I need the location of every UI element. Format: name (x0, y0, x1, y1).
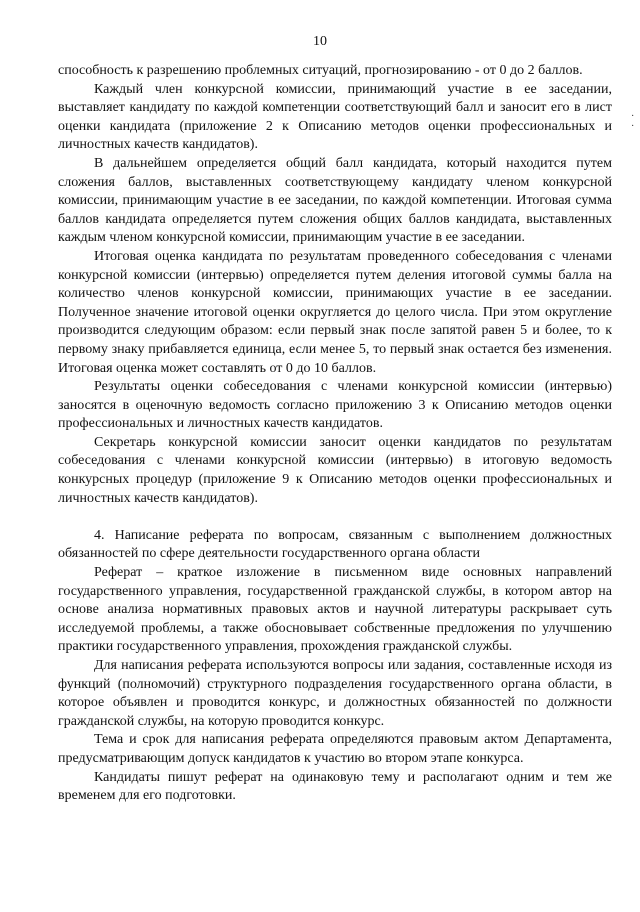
paragraph-total-score: В дальнейшем определяется общий балл кандидата, который находится путем сложения баллов, выставленных соответствующему кандидату членом конкурсной комиссии, принимающим участие в ее заседании, по каждой компетенции. Итоговая сумма баллов кандидата определяется путем сложения общих баллов кандидата, выставленных каждым членом конкурсной комиссии, принимающим участие в ее заседании. (58, 155, 612, 246)
scan-artifact-mark: · · (631, 111, 635, 132)
document-body (58, 62, 612, 806)
section-heading-4: 4. Написание реферата по вопросам, связанным с выполнением должностных обязанностей по сфере деятельности государственного органа области (58, 527, 612, 562)
paragraph-secretary: Секретарь конкурсной комиссии заносит оценки кандидатов по результатам собеседования с членами конкурсной комиссии (интервью) в итоговую ведомость конкурсных процедур (приложение 9 к Описанию методов оценки профессиональных и личностных качеств кандидатов). (58, 434, 612, 506)
paragraph-essay-definition: Реферат – краткое изложение в письменном виде основных направлений государственного управления, государственной гражданской службы, в котором автор на основе анализа нормативных правовых актов и научной литературы раскрывает суть исследуемой проблемы, а также обосновывает собственные предложения по улучшению практики государственного управления, прохождения гражданской службы. (58, 565, 612, 655)
paragraph-essay-questions: Для написания реферата используются вопросы или задания, составленные исходя из функций (полномочий) структурного подразделения государственного органа области, в которое объявлен и проводится конкурс, и должностных обязанностей по должности гражданской службы, на которую проводится конкурс. (58, 658, 612, 729)
paragraph-final-score: Итоговая оценка кандидата по результатам проведенного собеседования с членами конкурсной комиссии (интервью) определяется путем деления итоговой суммы балла на количество членов конкурсной комиссии, принимающих участие в ее заседании. Полученное значение итоговой оценки округляется до целого числа. При этом округление производится следующим образом: если первый знак после запятой равен 5 и более, то к первому знаку прибавляется единица, если менее 5, то первый знак остается без изменения. Итоговая оценка может составлять от 0 до 10 баллов. (58, 248, 612, 376)
paragraph-essay-topic: Тема и срок для написания реферата определяются правовым актом Департамента, предусматривающим допуск кандидатов к участию во втором этапе конкурса. (58, 732, 612, 766)
paragraph-scoring-by-member: Каждый член конкурсной комиссии, принимающий участие в ее заседании, выставляет кандидату по каждой компетенции соответствующий балл и заносит его в лист оценки кандидата (приложение 2 к Описанию методов оценки профессиональных и личностных качеств кандидатов). (58, 81, 612, 153)
page-number: 10 (313, 34, 327, 49)
paragraph-continuation: способность к разрешению проблемных ситуаций, прогнозированию - от 0 до 2 баллов. (58, 63, 583, 78)
paragraph-essay-conditions: Кандидаты пишут реферат на одинаковую тему и располагают одним и тем же временем для его подготовки. (58, 769, 612, 804)
paragraph-results-recording: Результаты оценки собеседования с членами конкурсной комиссии (интервью) заносятся в оценочную ведомость согласно приложению 3 к Описанию методов оценки профессиональных и личностных качеств кандидатов. (58, 379, 612, 432)
